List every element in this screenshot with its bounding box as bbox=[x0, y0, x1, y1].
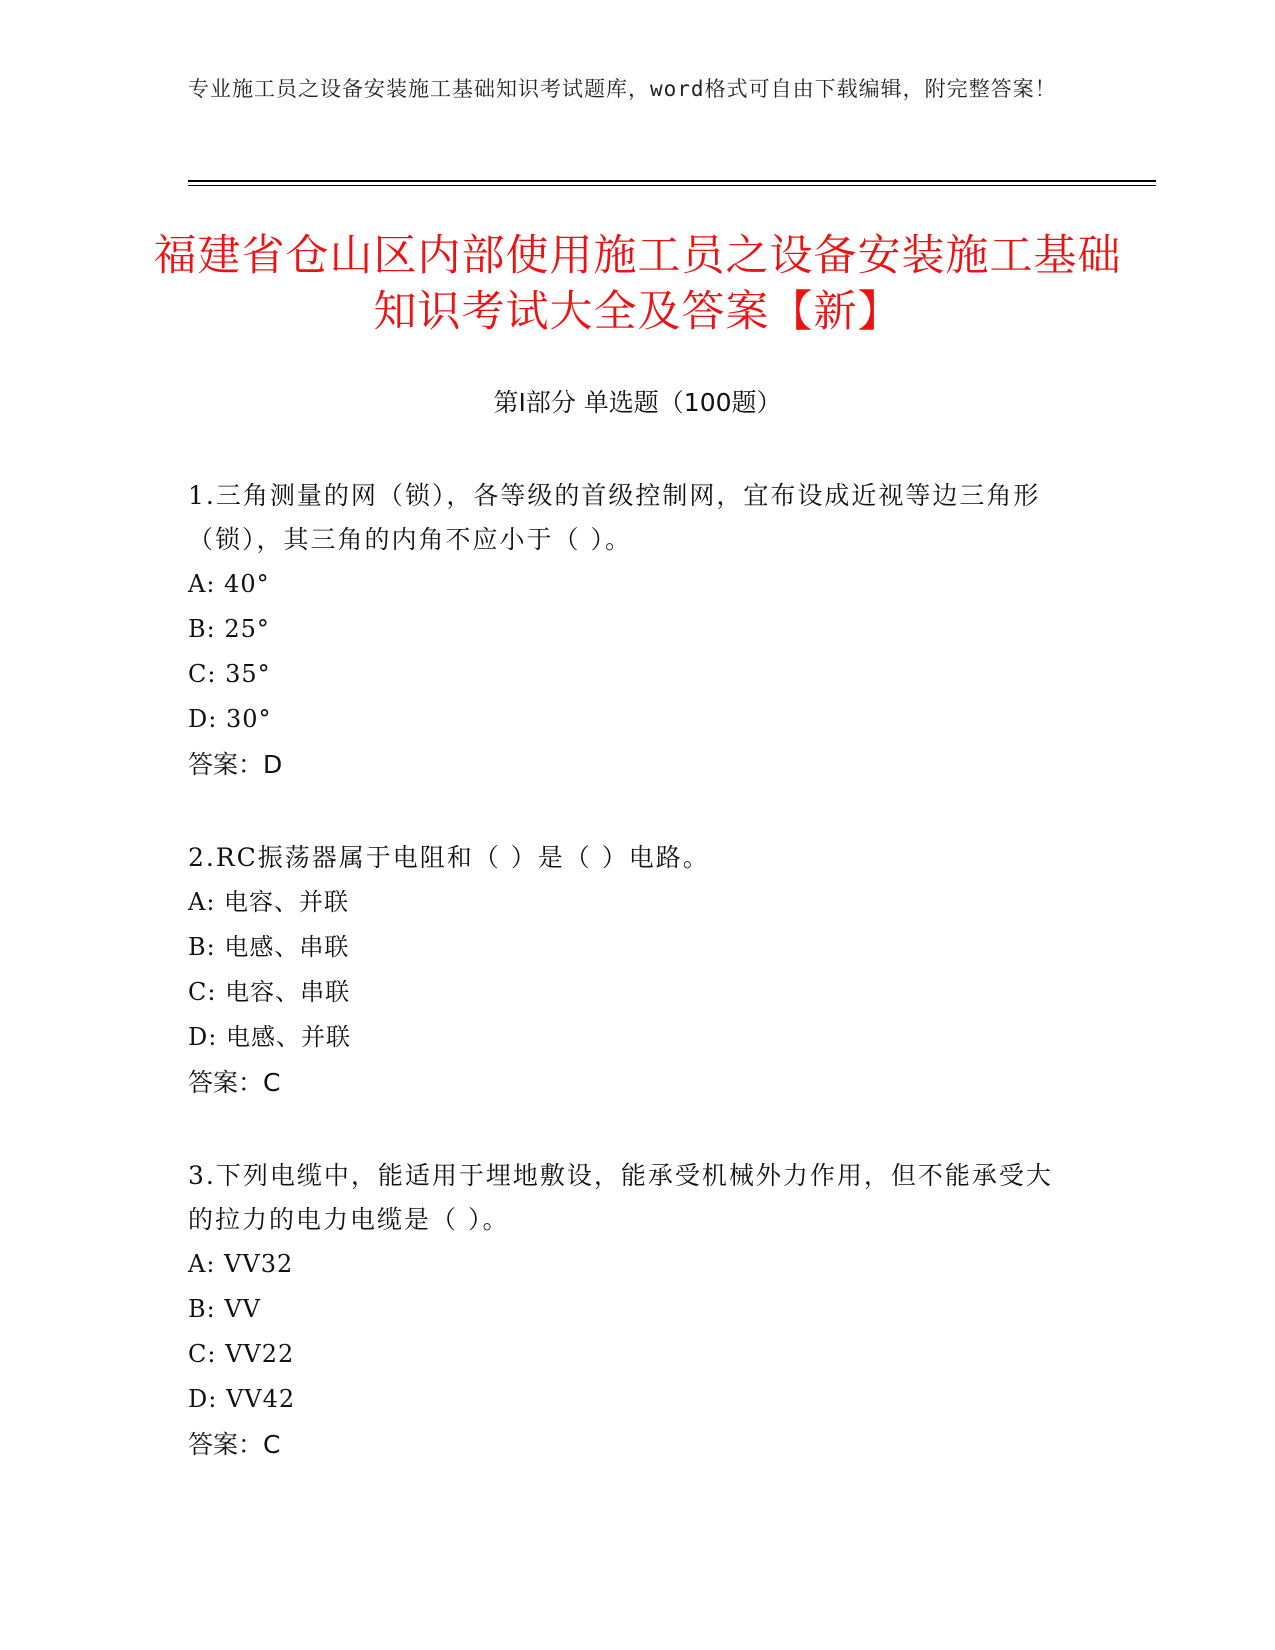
header-rule-thin bbox=[188, 185, 1156, 186]
question-2 bbox=[188, 836, 1068, 1106]
header-rule-thick bbox=[188, 180, 1156, 182]
header-note: 专业施工员之设备安装施工基础知识考试题库，word格式可自由下载编辑，附完整答案！ bbox=[188, 77, 1057, 101]
option-a: A: 40° bbox=[188, 570, 270, 598]
option-d: D: VV42 bbox=[188, 1385, 296, 1413]
question-3 bbox=[188, 1154, 1068, 1468]
answer: 答案：D bbox=[188, 750, 283, 779]
option-c: C: VV22 bbox=[188, 1340, 295, 1368]
option-b: B: 电感、串联 bbox=[188, 933, 350, 961]
option-a: A: 电容、并联 bbox=[188, 888, 350, 916]
document-title: 福建省仓山区内部使用施工员之设备安装施工基础知识考试大全及答案【新】 bbox=[153, 231, 1122, 337]
option-d: D: 电感、并联 bbox=[188, 1023, 351, 1051]
option-a: A: VV32 bbox=[188, 1250, 294, 1278]
option-c: C: 35° bbox=[188, 660, 271, 688]
question-stem: 3.下列电缆中，能适用于埋地敷设，能承受机械外力作用，但不能承受大的拉力的电力电缆是（ ）。 bbox=[188, 1161, 1053, 1234]
option-b: B: VV bbox=[188, 1295, 262, 1323]
question-stem: 2.RC振荡器属于电阻和（ ）是（ ）电路。 bbox=[188, 843, 710, 872]
section-heading: 第Ⅰ部分 单选题（100题） bbox=[493, 388, 782, 417]
question-stem: 1.三角测量的网（锁），各等级的首级控制网，宜布设成近视等边三角形（锁），其三角的内角不应小于（ ）。 bbox=[188, 481, 1041, 554]
option-b: B: 25° bbox=[188, 615, 270, 643]
answer: 答案：C bbox=[188, 1068, 281, 1097]
answer: 答案：C bbox=[188, 1430, 281, 1459]
option-d: D: 30° bbox=[188, 705, 272, 733]
option-c: C: 电容、串联 bbox=[188, 978, 351, 1006]
question-1 bbox=[188, 474, 1068, 788]
